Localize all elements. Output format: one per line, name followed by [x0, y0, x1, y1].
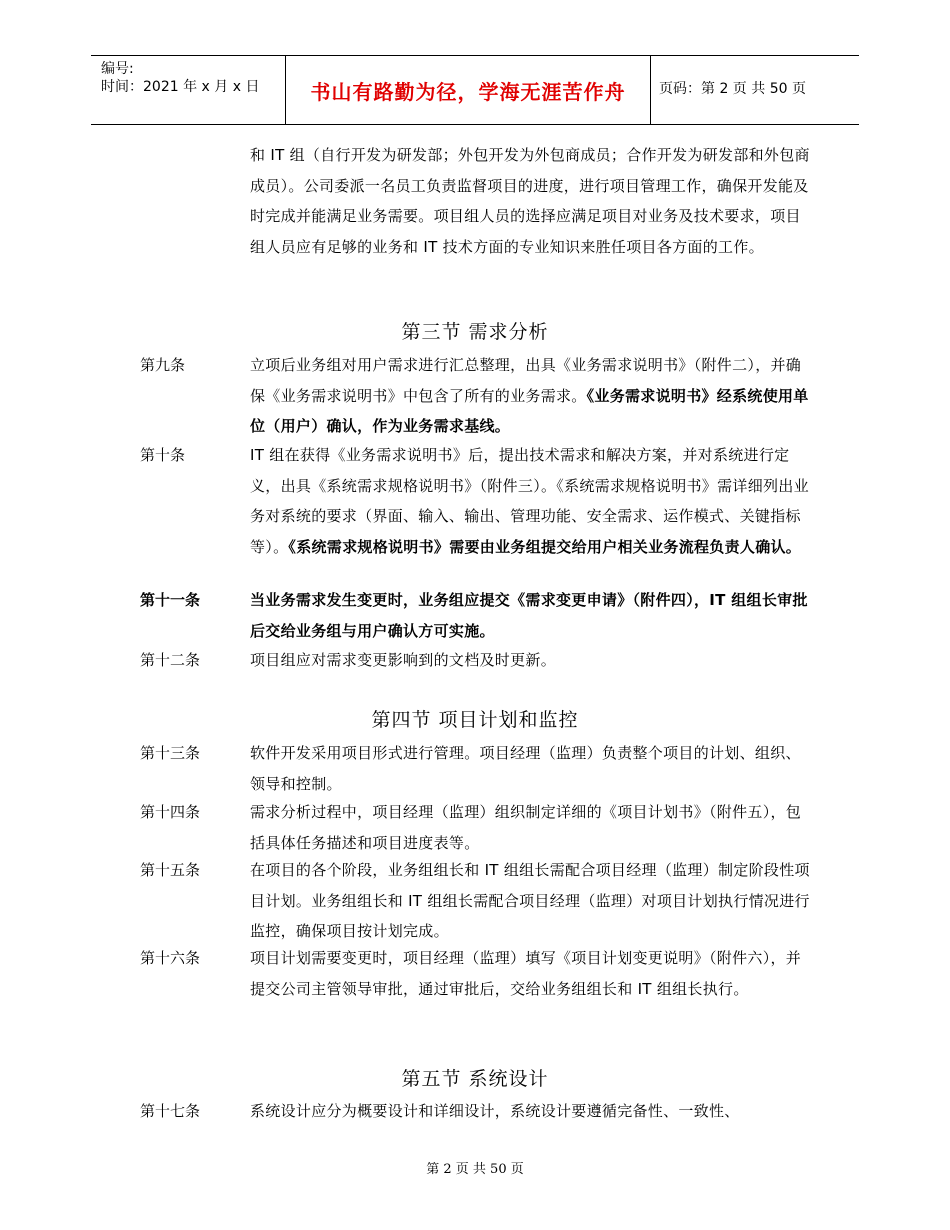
article-text: 系统设计应分为概要设计和详细设计，系统设计要遵循完备性、一致性、	[250, 1102, 740, 1120]
section-title-design: 第五节 系统设计	[401, 1068, 549, 1090]
article-label: 第十二条	[140, 651, 201, 669]
article-text: 需求分析过程中，项目经理（监理）组织制定详细的《项目计划书》（附件五），包括具体任务描述和项目进度表等。	[250, 803, 802, 852]
article-label: 第九条	[140, 356, 186, 374]
page-header	[91, 55, 859, 125]
article-text: 立项后业务组对用户需求进行汇总整理，出具《业务需求说明书》（附件二），并确保《业务需求说明书》中包含了所有的业务需求。《业务需求说明书》经系统使用单位（用户）确认，作为业务需求基线。	[250, 356, 809, 435]
article-12	[140, 645, 820, 676]
number-label: 编号:	[101, 61, 134, 77]
article-text: 项目组应对需求变更影响到的文档及时更新。	[250, 651, 557, 669]
article-14	[140, 797, 820, 858]
article-label: 第十四条	[140, 803, 201, 821]
time-label: 时间：2021 年 x 月 x 日	[101, 79, 260, 95]
article-label: 第十一条	[140, 591, 201, 609]
article-13	[140, 738, 820, 799]
section-title-requirements: 第三节 需求分析	[401, 321, 549, 343]
article-label: 第十六条	[140, 949, 201, 967]
article-label: 第十五条	[140, 861, 201, 879]
intro-paragraph: 和 IT 组（自行开发为研发部；外包开发为外包商成员；合作开发为研发部和外包商成员）。公司委派一名员工负责监督项目的进度，进行项目管理工作，确保开发能及时完成并能满足业务需要。项目组人员的选择应满足项目对业务及技术要求，项目组人员应有足够的业务和 IT 技术方面的专业知识来胜任项目各方面的工作。	[250, 146, 810, 256]
article-text: 在项目的各个阶段，业务组组长和 IT 组组长需配合项目经理（监理）制定阶段性项目计划。业务组组长和 IT 组组长需配合项目经理（监理）对项目计划执行情况进行监控，确保项目按计划完成。	[250, 861, 810, 940]
article-11	[140, 585, 820, 646]
article-17	[140, 1096, 820, 1127]
header-motto: 书山有路勤为径，学海无涯苦作舟	[310, 79, 626, 104]
section-title-planning: 第四节 项目计划和监控	[371, 709, 579, 731]
article-16	[140, 943, 820, 1004]
page-footer: 第 2 页 共 50 页	[426, 1162, 524, 1177]
article-text: 当业务需求发生变更时，业务组应提交《需求变更申请》（附件四），IT 组组长审批后交给业务组与用户确认方可实施。	[250, 591, 808, 640]
article-10	[140, 440, 820, 562]
article-label: 第十三条	[140, 744, 201, 762]
article-9	[140, 350, 820, 442]
article-text: IT 组在获得《业务需求说明书》后，提出技术需求和解决方案，并对系统进行定义，出具《系统需求规格说明书》（附件三）。《系统需求规格说明书》需详细列出业务对系统的要求（界面、输入、输出、管理功能、安全需求、运作模式、关键指标等）。《系统需求规格说明书》需要由业务组提交给用户相关业务流程负责人确认。	[250, 446, 809, 556]
article-text: 项目计划需要变更时，项目经理（监理）填写《项目计划变更说明》（附件六），并提交公司主管领导审批，通过审批后，交给业务组组长和 IT 组组长执行。	[250, 949, 802, 998]
article-label: 第十七条	[140, 1102, 201, 1120]
header-meta	[101, 60, 259, 96]
article-label: 第十条	[140, 446, 186, 464]
header-divider	[650, 56, 651, 124]
header-page-info: 页码：第 2 页 共 50 页	[659, 81, 806, 97]
article-15	[140, 855, 820, 947]
article-text: 软件开发采用项目形式进行管理。项目经理（监理）负责整个项目的计划、组织、领导和控制。	[250, 744, 801, 793]
